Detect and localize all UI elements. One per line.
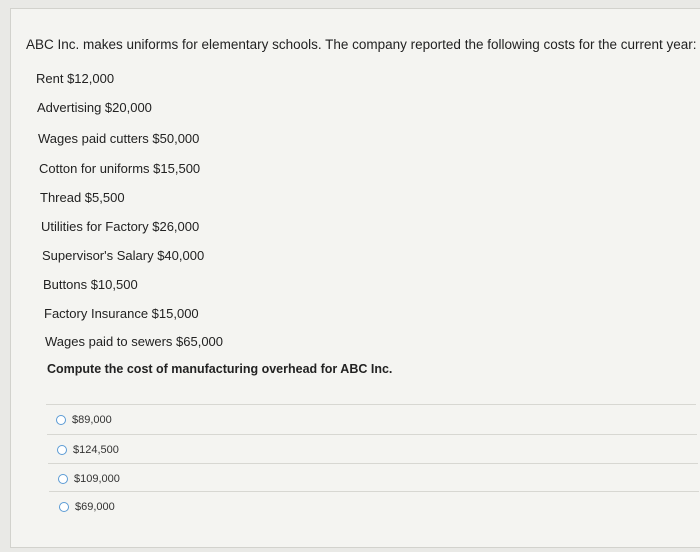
radio-button-icon[interactable] xyxy=(59,502,69,512)
answer-option-label: $89,000 xyxy=(72,413,112,426)
answer-option-label: $69,000 xyxy=(75,500,115,513)
answer-option-label: $109,000 xyxy=(74,472,120,485)
radio-button-icon[interactable] xyxy=(56,415,66,425)
question-block xyxy=(26,36,697,54)
cost-item-utilities: Utilities for Factory $26,000 xyxy=(41,219,200,234)
cost-item-supervisor-salary: Supervisor's Salary $40,000 xyxy=(42,248,205,263)
answer-option-4[interactable] xyxy=(49,491,699,521)
question-prompt: Compute the cost of manufacturing overhead for ABC Inc. xyxy=(47,362,393,376)
cost-item-factory-insurance: Factory Insurance $15,000 xyxy=(44,306,199,321)
question-intro: ABC Inc. makes uniforms for elementary schools. The company reported the following costs for the current year: xyxy=(26,37,697,52)
answer-option-1[interactable] xyxy=(46,404,696,434)
cost-item-rent: Rent $12,000 xyxy=(36,71,115,86)
cost-item-thread: Thread $5,500 xyxy=(40,190,125,205)
cost-item-advertising: Advertising $20,000 xyxy=(37,100,152,115)
cost-item-wages-sewers: Wages paid to sewers $65,000 xyxy=(45,334,224,349)
radio-button-icon[interactable] xyxy=(58,474,68,484)
answer-option-2[interactable] xyxy=(47,434,697,464)
cost-item-cotton: Cotton for uniforms $15,500 xyxy=(39,161,201,176)
cost-item-wages-cutters: Wages paid cutters $50,000 xyxy=(38,131,200,146)
radio-button-icon[interactable] xyxy=(57,445,67,455)
answer-option-label: $124,500 xyxy=(73,443,119,456)
answer-option-3[interactable] xyxy=(48,463,698,493)
cost-item-buttons: Buttons $10,500 xyxy=(43,277,138,292)
